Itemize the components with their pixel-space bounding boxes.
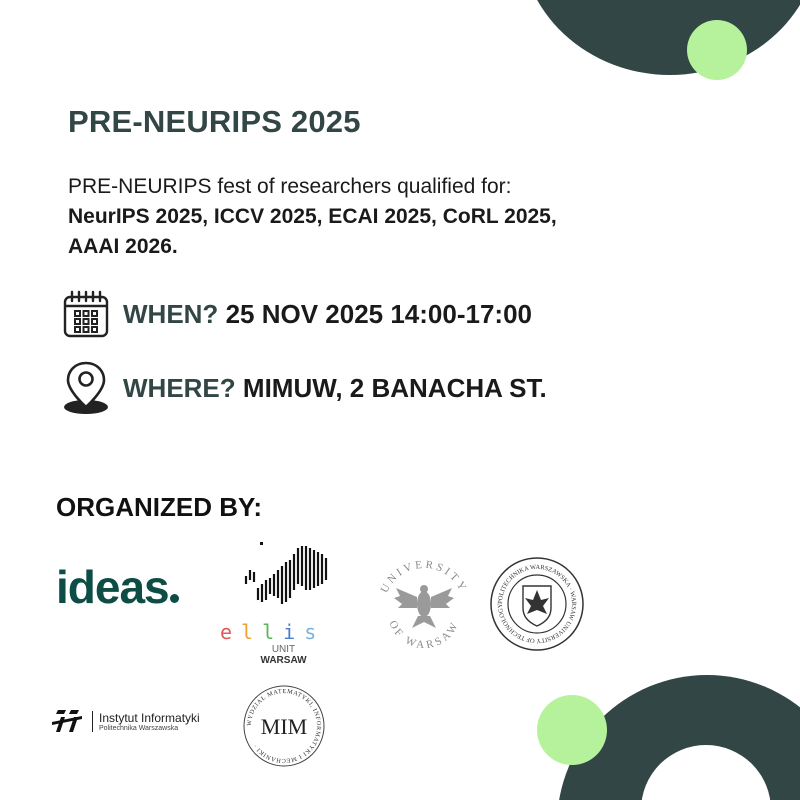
pw-ring-text: POLITECHNIKA WARSZAWSKA · WARSAW UNIVERSITY OF TECHNOLOGY: [496, 563, 578, 645]
ellis-wordmark: [220, 620, 325, 644]
eagle-icon: [394, 585, 454, 628]
page-title: PRE-NEURIPS 2025: [68, 104, 361, 139]
politechnika-warszawska-logo: [489, 556, 585, 652]
ii-emblem-icon: [52, 706, 86, 736]
where-label: WHERE?: [123, 372, 236, 403]
where-value: MIMUW, 2 BANACHA ST.: [242, 372, 547, 403]
event-description: [68, 172, 588, 262]
ellis-letter: e: [220, 620, 242, 644]
conference-list: NeurIPS 2025, ICCV 2025, ECAI 2025, CoRL 2025, AAAI 2026.: [68, 205, 557, 258]
calendar-icon: [62, 288, 110, 340]
ii-subtitle: Politechnika Warszawska: [99, 724, 179, 732]
organizers-heading: ORGANIZED BY:: [56, 492, 263, 522]
where-text: [123, 373, 547, 404]
shield-icon: [523, 586, 551, 626]
instytut-informatyki-logo: [52, 706, 200, 736]
decor-dot-bottom: [537, 695, 607, 765]
mim-ring-text: WYDZIAŁ MATEMATYKI, INFORMATYKI I MECHANIKI ·: [245, 687, 323, 765]
ellis-letter: i: [283, 620, 305, 644]
location-pin-icon: [62, 362, 110, 414]
ideas-logo: [56, 560, 179, 614]
when-label: WHEN?: [123, 298, 219, 329]
where-row: [62, 362, 547, 414]
description-intro: PRE-NEURIPS fest of researchers qualified for:: [68, 175, 512, 198]
ellis-unit-label: UNIT: [271, 644, 296, 655]
decor-arc-top: [520, 0, 800, 75]
when-text: [123, 299, 532, 330]
ellis-letter: s: [304, 620, 326, 644]
uw-bottom-text: OF WARSAW: [386, 618, 462, 652]
ellis-letter: l: [262, 620, 284, 644]
ideas-logo-dot-icon: [170, 594, 179, 603]
when-row: [62, 288, 532, 340]
when-value: 25 NOV 2025 14:00-17:00: [225, 298, 532, 329]
europe-map-icon: [238, 540, 338, 612]
mim-monogram: MIM: [260, 714, 308, 739]
uw-top-text: UNIVERSITY: [378, 558, 470, 595]
ideas-logo-text: ideas: [56, 561, 169, 613]
mim-faculty-logo: [242, 684, 326, 768]
ellis-letter: l: [241, 620, 263, 644]
ellis-logo: [216, 540, 358, 665]
ii-name: Instytut Informatyki: [99, 710, 200, 725]
university-of-warsaw-logo: [372, 552, 476, 656]
svg-text:OF WARSAW: [386, 619, 461, 652]
decor-dot-top: [687, 20, 747, 80]
ellis-city-label: WARSAW: [260, 655, 307, 666]
ii-text-block: [92, 711, 200, 732]
